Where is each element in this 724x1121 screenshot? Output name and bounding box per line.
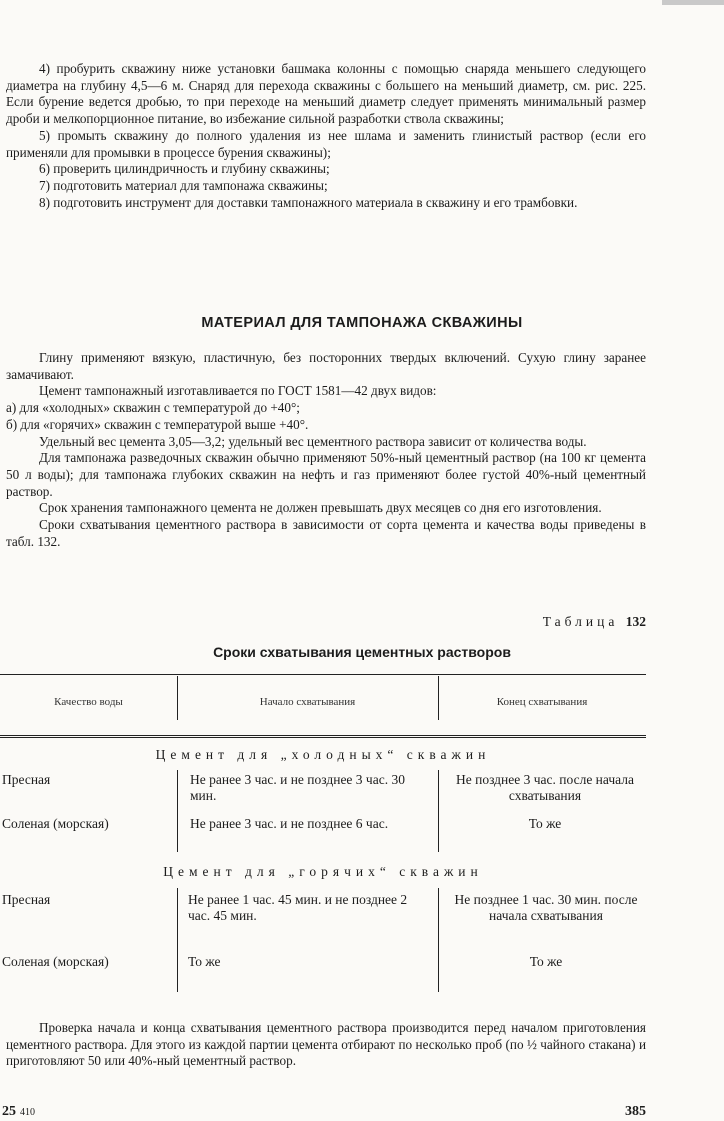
group-heading: Цемент для „холодных“ скважин: [155, 747, 491, 762]
table-title: Сроки схватывания цементных растворов: [213, 644, 511, 660]
table-cell: То же: [188, 954, 221, 969]
page-number: 385: [625, 1104, 646, 1119]
table-cell: Не позднее 3 час. после начала схватывания: [456, 772, 634, 803]
corner-scan-mark: [662, 0, 724, 5]
table-label-word: Таблица: [542, 614, 619, 629]
material-paragraph: Срок хранения тампонажного цемента не должен превышать двух месяцев со дня его изготовления.: [39, 500, 602, 516]
printer-signature: [2, 1104, 35, 1120]
intro-item: 7) подготовить материал для тампонажа скважины;: [39, 177, 328, 193]
material-paragraph: Глину применяют вязкую, пластичную, без посторонних твердых включений. Сухую глину заранее замачивают.: [6, 350, 646, 382]
column-divider: [177, 888, 178, 992]
table-label: [543, 614, 646, 630]
signature-order: 410: [20, 1107, 35, 1118]
section-heading: МАТЕРИАЛ ДЛЯ ТАМПОНАЖА СКВАЖИНЫ: [201, 315, 523, 331]
setting-time-table: [0, 674, 646, 994]
table-cell: Не ранее 3 час. и не позднее 6 час.: [190, 816, 389, 831]
table-cell: Соленая (морская): [2, 816, 109, 831]
column-divider: [438, 770, 439, 852]
table-cell: Не позднее 1 час. 30 мин. после начала схватывания: [454, 892, 638, 923]
material-paragraph: Сроки схватывания цементного раствора в зависимости от сорта цемента и качества воды приведены в табл. 132.: [6, 517, 646, 549]
table-cell: Не ранее 1 час. 45 мин. и не позднее 2 час. 45 мин.: [188, 892, 408, 923]
table-top-rule: [0, 674, 646, 675]
material-paragraph: а) для «холодных» скважин с температурой до +40°;: [6, 400, 300, 416]
intro-item: 4) пробурить скважину ниже установки башмака колонны с помощью снаряда меньшего следующего диаметра на глубину 4,5—6 м. Снаряд для перехода скважины с большего на меньший диаметр, см. рис. 225. Если бурение ведется дробью, то при переходе на меньший диаметр следует применять минимальный размер дроби и мелкопорционное питание, во избежание сильной разработки ствола скважины;: [6, 61, 646, 127]
intro-item: 5) промыть скважину до полного удаления из нее шлама и заменить глинистый раствор (если его применяли для промывки в процессе бурения скважины);: [6, 127, 646, 160]
table-number: 132: [625, 614, 646, 629]
table-cell: То же: [529, 954, 563, 969]
column-header: Конец схватывания: [496, 696, 588, 708]
material-paragraph: б) для «горячих» скважин с температурой выше +40°.: [6, 416, 309, 432]
table-cell: Не ранее 3 час. и не позднее 3 час. 30 мин.: [190, 772, 405, 803]
intro-item: 8) подготовить инструмент для доставки тампонажного материала в скважину и его трамбовки.: [39, 194, 578, 210]
group-heading: Цемент для „горячих“ скважин: [163, 864, 483, 879]
intro-item: 6) проверить цилиндричность и глубину скважины;: [39, 161, 330, 177]
table-header-rule: [0, 735, 646, 736]
closing-section: [6, 1020, 646, 1070]
table-header-rule: [0, 737, 646, 738]
column-header: Начало схватывания: [259, 696, 356, 708]
material-paragraph: Цемент тампонажный изготавливается по ГОСТ 1581—42 двух видов:: [39, 383, 437, 399]
table-cell: Пресная: [2, 892, 51, 907]
material-paragraph: Для тампонажа разведочных скважин обычно применяют 50%-ный цементный раствор (на 100 кг цемента 50 л воды); для тампонажа глубоких скважин на нефть и газ применяют более густой 40%-ный цементный раствор.: [6, 450, 646, 499]
column-header: Качество воды: [54, 696, 123, 708]
table-cell: Пресная: [2, 772, 51, 787]
table-cell: То же: [528, 816, 562, 831]
material-section: [6, 350, 646, 550]
column-divider: [177, 770, 178, 852]
table-cell: Соленая (морская): [2, 954, 109, 969]
closing-paragraph: Проверка начала и конца схватывания цементного раствора производится перед началом приготовления цементного раствора. Для этого из каждой партии цемента отбирают по несколько проб (по ½ чайного стакана) и приготовляют 50 или 40%-ный цементный раствор.: [6, 1020, 646, 1069]
material-paragraph: Удельный вес цемента 3,05—3,2; удельный вес цементного раствора зависит от количества воды.: [39, 433, 587, 449]
column-divider: [438, 888, 439, 992]
signature-sheet: 25: [2, 1104, 16, 1119]
intro-list: [6, 61, 646, 211]
